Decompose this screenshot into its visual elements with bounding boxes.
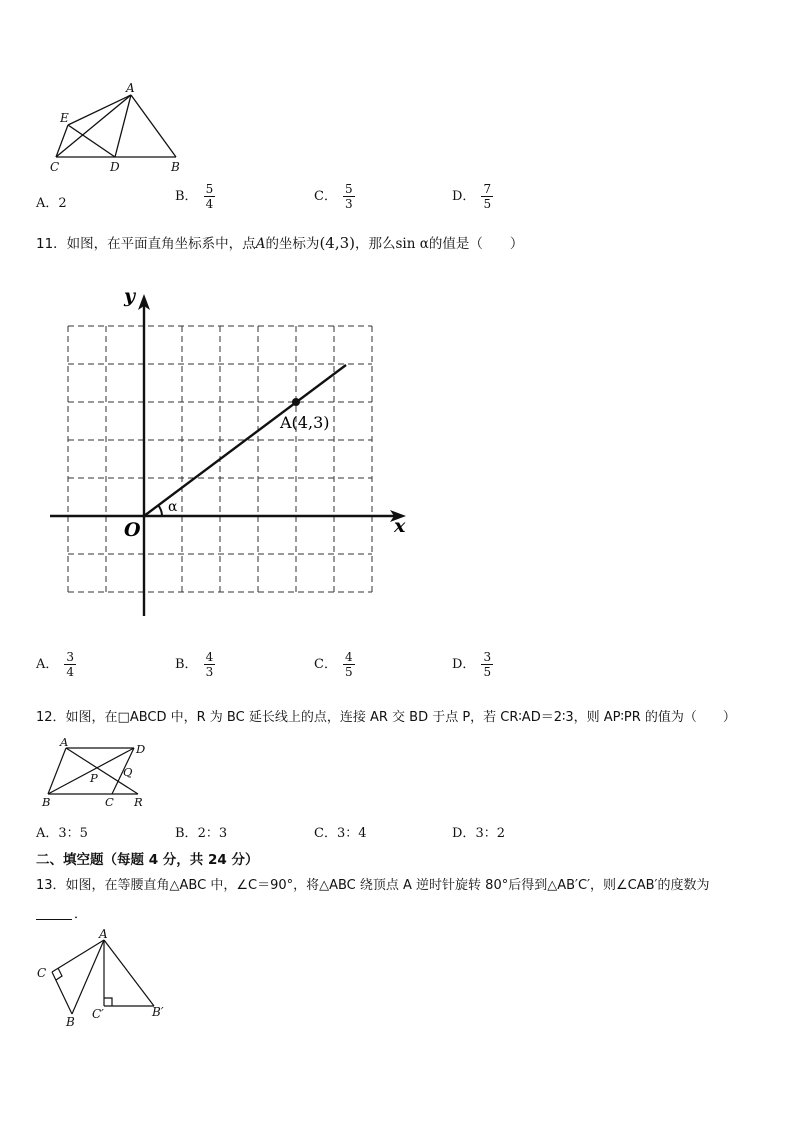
x-axis-label: x: [394, 515, 406, 537]
fraction: $\frac{5}{3}$: [344, 182, 353, 211]
triangle-figure-q10: [40, 80, 200, 180]
q11-option-b[interactable]: B． $\frac{4}{3}$: [175, 650, 214, 679]
q12-option-a[interactable]: A．3：5: [36, 826, 88, 841]
answer-blank-period: ．: [74, 907, 88, 922]
label-B: B: [171, 160, 180, 174]
label-B-prime: B′: [152, 1005, 164, 1019]
label-A: A: [126, 81, 135, 95]
point-A-label: A(4,3): [280, 413, 330, 432]
fraction: $\frac{7}{5}$: [483, 182, 492, 211]
question-11-text: 11．如图，在平面直角坐标系中，点A的坐标为(4,3)，那么sin α的值是（ ）: [36, 234, 524, 252]
q12-option-d[interactable]: D．3：2: [452, 826, 505, 841]
label-P: P: [90, 771, 98, 785]
point-A: [292, 398, 300, 406]
label-D: D: [136, 742, 146, 756]
q11-option-d[interactable]: D． $\frac{3}{5}$: [452, 650, 492, 679]
q10-option-c[interactable]: C． $\frac{5}{3}$: [314, 182, 353, 211]
fraction: $\frac{4}{3}$: [205, 650, 214, 679]
fraction: $\frac{3}{4}$: [66, 650, 75, 679]
label-B: B: [42, 795, 51, 809]
rotation-figure-q13: [34, 926, 174, 1030]
q11-option-a[interactable]: A． $\frac{3}{4}$: [36, 650, 75, 679]
q11-option-c[interactable]: C． $\frac{4}{5}$: [314, 650, 353, 679]
angle-alpha-label: α: [168, 499, 178, 515]
fraction: $\frac{3}{5}$: [483, 650, 492, 679]
label-D: D: [110, 160, 120, 174]
label-E: E: [60, 111, 69, 125]
q12-option-c[interactable]: C．3：4: [314, 826, 367, 841]
question-13-text: 13．如图，在等腰直角△ABC 中，∠C＝90°，将△ABC 绕顶点 A 逆时针旋转 80°后得到△AB′C′，则∠CAB′的度数为: [36, 878, 710, 893]
q12-option-b[interactable]: B．2：3: [175, 826, 228, 841]
section-2-heading: 二、填空题（每题 4 分，共 24 分）: [36, 852, 259, 868]
label-R: R: [134, 795, 143, 809]
parallelogram-figure-q12: [38, 736, 158, 810]
fraction: $\frac{5}{4}$: [205, 182, 214, 211]
label-A: A: [99, 927, 108, 941]
origin-label: O: [124, 519, 141, 541]
answer-blank[interactable]: [36, 905, 72, 920]
label-A: A: [60, 736, 69, 749]
fraction: $\frac{4}{5}$: [344, 650, 353, 679]
label-C: C: [50, 160, 60, 174]
q10-option-d[interactable]: D． $\frac{7}{5}$: [452, 182, 492, 211]
question-12-text: 12．如图，在□ABCD 中，R 为 BC 延长线上的点，连接 AR 交 BD 于点 P，若 CR∶AD＝2∶3，则 AP∶PR 的值为（ ）: [36, 710, 736, 725]
q10-option-a[interactable]: A．2: [36, 196, 67, 211]
coordinate-graph-q11: [40, 280, 420, 625]
label-C: C: [105, 795, 114, 809]
label-B: B: [66, 1015, 75, 1029]
q10-option-b[interactable]: B． $\frac{5}{4}$: [175, 182, 214, 211]
y-axis-label: y: [124, 285, 136, 307]
label-C-prime: C′: [92, 1007, 104, 1021]
label-Q: Q: [123, 765, 133, 779]
label-C: C: [37, 966, 47, 980]
